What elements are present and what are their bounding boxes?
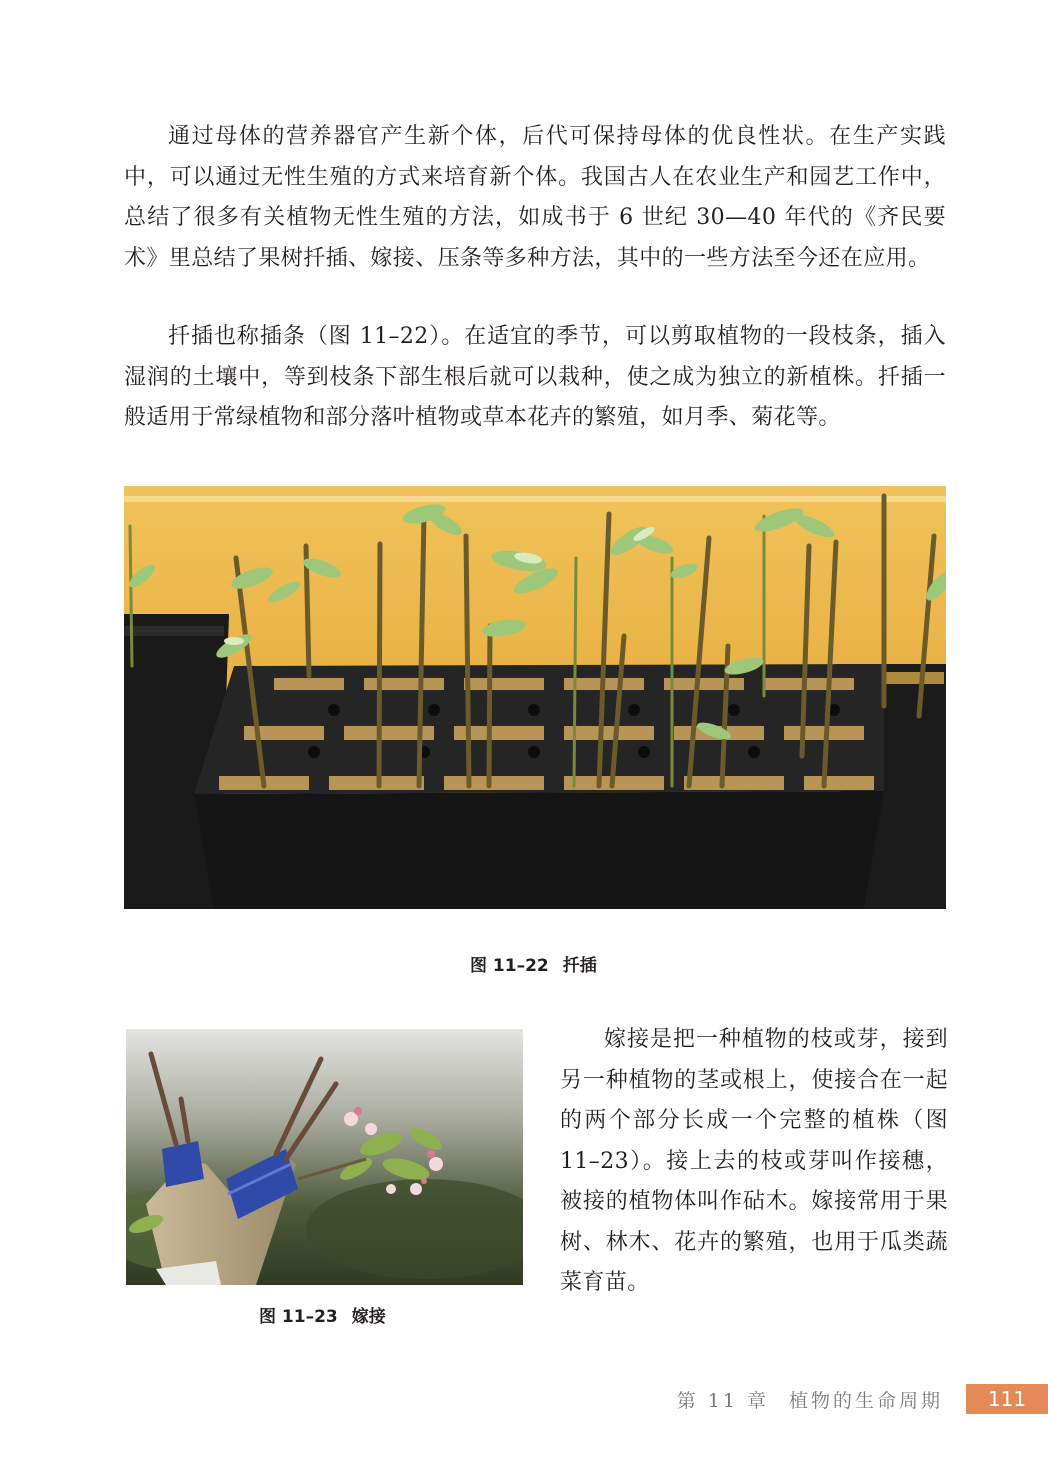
figure-number: 图 11–22: [470, 956, 549, 976]
paragraph-grafting: 嫁接是把一种植物的枝或芽，接到另一种植物的茎或根上，使接合在一起的两个部分长成一个完整的植株（图 11–23）。接上去的枝或芽叫作接穗，被接的植物体叫作砧木。嫁接常用于果树、林木、花卉的繁殖，也用于瓜类蔬菜育苗。: [560, 1027, 948, 1295]
figure-title: 嫁接: [351, 1307, 386, 1327]
chapter-title: 植物的生命周期: [788, 1390, 943, 1412]
footer-chapter: [677, 1386, 943, 1413]
page-number: 111: [966, 1384, 1048, 1414]
grafting-photo: [126, 1029, 523, 1285]
figure-caption-grafting: [259, 1302, 386, 1327]
chapter-number: 第 11 章: [676, 1390, 769, 1412]
paragraph-cutting: 扦插也称插条（图 11–22）。在适宜的季节，可以剪取植物的一段枝条，插入湿润的土壤中，等到枝条下部生根后就可以栽种，使之成为独立的新植株。扦插一般适用于常绿植物和部分落叶植物或草本花卉的繁殖，如月季、菊花等。: [124, 324, 946, 430]
cutting-photo: [124, 486, 946, 909]
paragraph-intro: 通过母体的营养器官产生新个体，后代可保持母体的优良性状。在生产实践中，可以通过无性生殖的方式来培育新个体。我国古人在农业生产和园艺工作中，总结了很多有关植物无性生殖的方法，如成书于 6 世纪 30—40 年代的《齐民要术》里总结了果树扦插、嫁接、压条等多种方法，其中的一些方法至今还在应用。: [124, 124, 946, 271]
figure-title: 扦插: [562, 956, 597, 976]
figure-number: 图 11–23: [259, 1307, 338, 1327]
figure-caption-cutting: [470, 951, 597, 976]
